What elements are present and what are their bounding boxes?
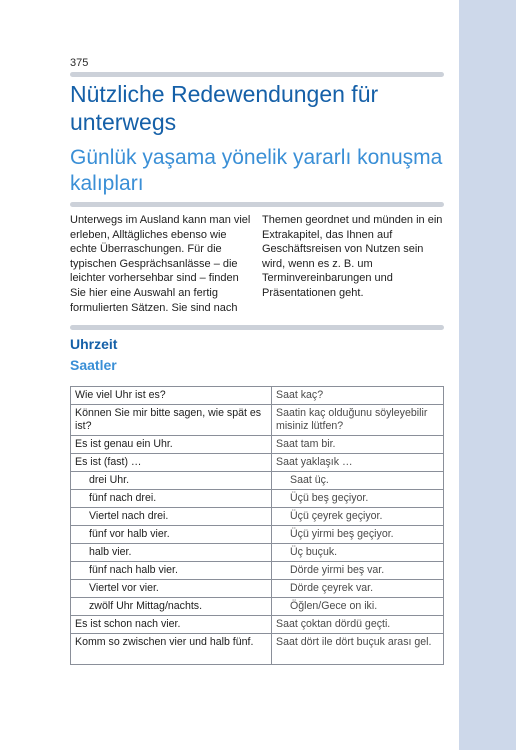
divider-under-intro <box>70 325 444 330</box>
table-row <box>71 526 444 544</box>
german-phrase: Es ist genau ein Uhr. <box>71 436 272 454</box>
divider-under-title <box>70 202 444 207</box>
table-row <box>71 472 444 490</box>
german-phrase: zwölf Uhr Mittag/nachts. <box>71 598 272 616</box>
german-phrase: fünf nach halb vier. <box>71 562 272 580</box>
turkish-phrase: Dörde çeyrek var. <box>272 580 444 598</box>
turkish-phrase: Üçü çeyrek geçiyor. <box>272 508 444 526</box>
german-phrase: halb vier. <box>71 544 272 562</box>
table-row <box>71 454 444 472</box>
table-row <box>71 405 444 436</box>
turkish-phrase: Saat dört ile dört buçuk arası gel. <box>272 634 444 665</box>
table-row <box>71 616 444 634</box>
turkish-phrase: Saatin kaç olduğunu söyleyebilir misiniz lütfen? <box>272 405 444 436</box>
german-phrase: Komm so zwischen vier und halb fünf. <box>71 634 272 665</box>
german-phrase: fünf nach drei. <box>71 490 272 508</box>
intro-text-right: Themen geordnet und münden in ein Extrakapitel, das Ihnen auf Geschäftsreisen von Nutzen sein wird, wenn es z. B. um Terminvereinbarungen und Präsentationen geht. <box>262 214 443 299</box>
turkish-phrase: Saat çoktan dördü geçti. <box>272 616 444 634</box>
section-title-german: Uhrzeit <box>70 336 118 352</box>
german-phrase: Viertel vor vier. <box>71 580 272 598</box>
table-row <box>71 562 444 580</box>
german-phrase: Es ist (fast) … <box>71 454 272 472</box>
page-title-turkish: Günlük yaşama yönelik yararlı konuşma kalıpları <box>70 146 443 195</box>
german-phrase: Es ist schon nach vier. <box>71 616 272 634</box>
table-row <box>71 598 444 616</box>
table-row <box>71 490 444 508</box>
turkish-phrase: Üçü beş geçiyor. <box>272 490 444 508</box>
turkish-phrase: Saat yaklaşık … <box>272 454 444 472</box>
table-row <box>71 634 444 665</box>
turkish-phrase: Saat üç. <box>272 472 444 490</box>
turkish-phrase: Saat kaç? <box>272 387 444 405</box>
turkish-phrase: Dörde yirmi beş var. <box>272 562 444 580</box>
side-thumb-band <box>459 0 516 750</box>
turkish-phrase: Üçü yirmi beş geçiyor. <box>272 526 444 544</box>
table-row <box>71 508 444 526</box>
intro-text-left: Unterwegs im Ausland kann man viel erleben, Alltägliches ebenso wie echte Überraschungen. Für die typischen Gesprächsanlässe – die leichter vorhersehbar sind – finden Sie hier eine Auswahl an fertig formulierten Sätzen. Sie sind nach <box>70 214 251 314</box>
turkish-phrase: Üç buçuk. <box>272 544 444 562</box>
german-phrase: drei Uhr. <box>71 472 272 490</box>
german-phrase: Können Sie mir bitte sagen, wie spät es ist? <box>71 405 272 436</box>
turkish-phrase: Öğlen/Gece on iki. <box>272 598 444 616</box>
page-title-german: Nützliche Redewendungen für unterwegs <box>70 81 379 135</box>
table-row <box>71 436 444 454</box>
table-row <box>71 387 444 405</box>
page-number: 375 <box>70 57 89 69</box>
german-phrase: Viertel nach drei. <box>71 508 272 526</box>
turkish-phrase: Saat tam bir. <box>272 436 444 454</box>
divider-top <box>70 72 444 77</box>
section-title-turkish: Saatler <box>70 357 117 373</box>
german-phrase: Wie viel Uhr ist es? <box>71 387 272 405</box>
table-row <box>71 580 444 598</box>
german-phrase: fünf vor halb vier. <box>71 526 272 544</box>
table-row <box>71 544 444 562</box>
phrase-table <box>70 386 444 665</box>
